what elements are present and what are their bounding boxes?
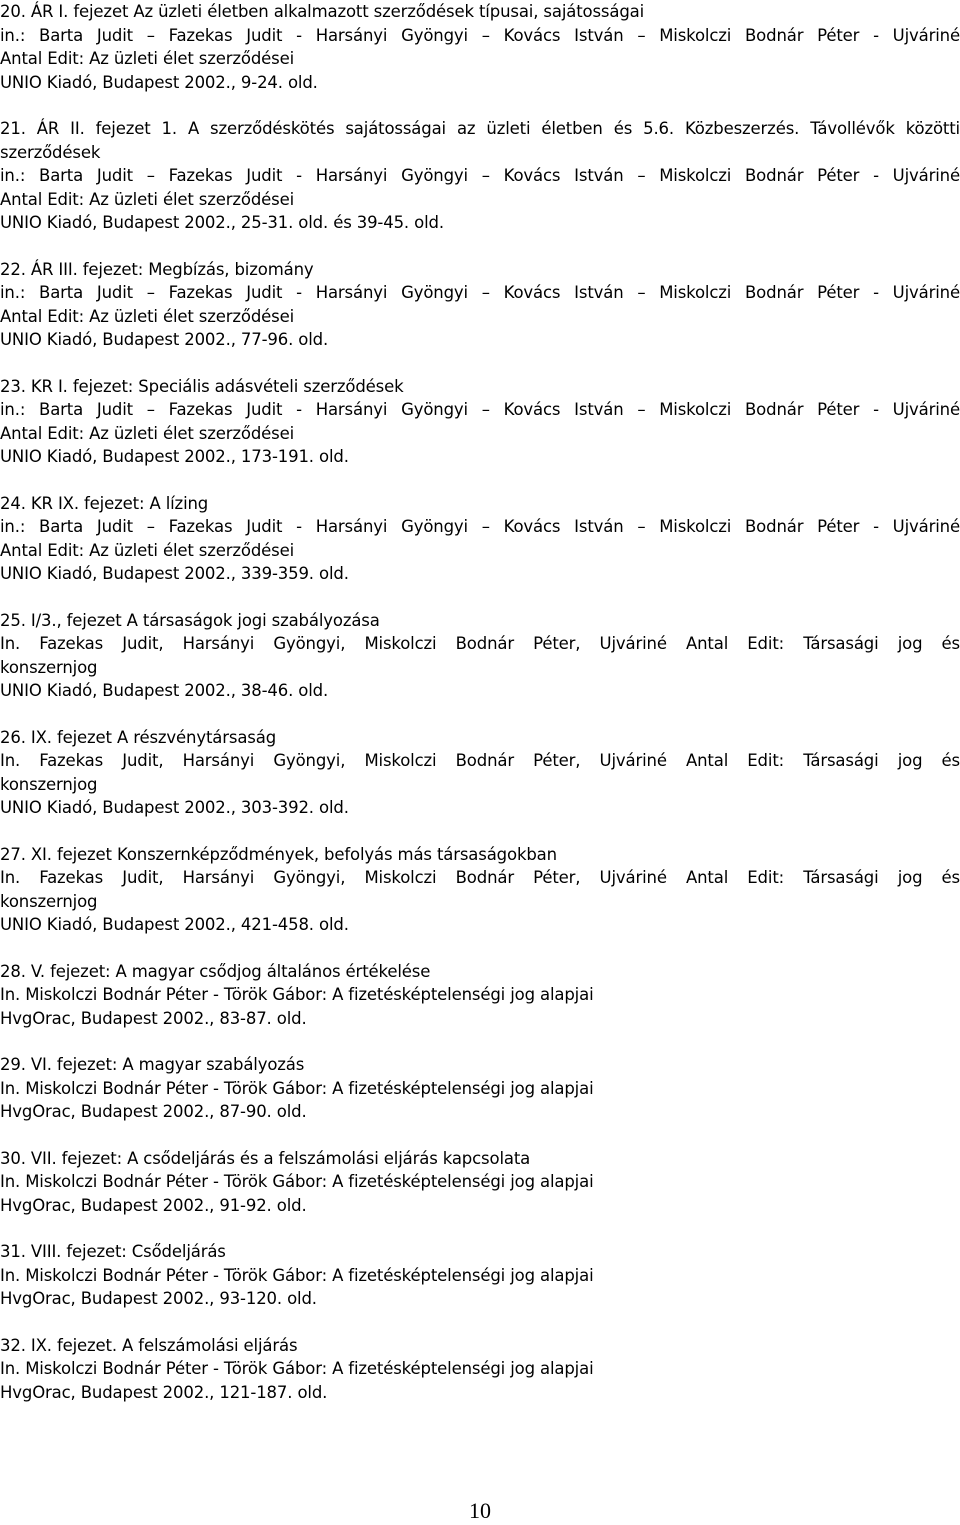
entry-publisher: UNIO Kiadó, Budapest 2002., 9-24. old. [0,72,318,92]
entry-authors: in.: Barta Judit – Fazekas Judit - Harsányi Gyöngyi – Kovács István – Miskolczi Bodnár Péter - Ujváriné [0,400,960,419]
entry-authors-cont: konszernjog [0,774,98,794]
entry-authors: In. Miskolczi Bodnár Péter - Török Gábor: A fizetésképtelenségi jog alapjai [0,1172,594,1191]
entry-authors-cont: Antal Edit: Az üzleti élet szerződései [0,306,295,326]
entry-publisher: UNIO Kiadó, Budapest 2002., 303-392. old. [0,798,349,817]
entry-publisher: UNIO Kiadó, Budapest 2002., 339-359. old. [0,564,349,583]
entry-20 [0,0,960,94]
entry-title: 23. KR I. fejezet: Speciális adásvételi szerződések [0,376,404,396]
entry-title: 29. VI. fejezet: A magyar szabályozás [0,1055,305,1074]
entry-title: 24. KR IX. fejezet: A lízing [0,493,209,513]
entry-publisher: UNIO Kiadó, Budapest 2002., 77-96. old. [0,330,329,349]
entry-authors: In. Fazekas Judit, Harsányi Gyöngyi, Miskolczi Bodnár Péter, Ujváriné Antal Edit: Társasági jog és [0,634,960,653]
entry-publisher: UNIO Kiadó, Budapest 2002., 25-31. old. és 39-45. old. [0,213,444,232]
entry-24 [0,492,960,586]
entry-publisher: HvgOrac, Budapest 2002., 83-87. old. [0,1008,307,1028]
entry-authors-cont: Antal Edit: Az üzleti élet szerződései [0,540,295,560]
entry-authors: In. Fazekas Judit, Harsányi Gyöngyi, Miskolczi Bodnár Péter, Ujváriné Antal Edit: Társasági jog és [0,751,960,770]
entry-title: 32. IX. fejezet. A felszámolási eljárás [0,1335,298,1355]
entry-authors: in.: Barta Judit – Fazekas Judit - Harsányi Gyöngyi – Kovács István – Miskolczi Bodnár Péter - Ujváriné [0,283,960,302]
page-number: 10 [469,1498,491,1523]
entry-publisher: UNIO Kiadó, Budapest 2002., 38-46. old. [0,681,329,700]
entry-title: 22. ÁR III. fejezet: Megbízás, bizomány [0,259,314,279]
entry-publisher: HvgOrac, Budapest 2002., 93-120. old. [0,1289,317,1308]
entry-authors: In. Miskolczi Bodnár Péter - Török Gábor: A fizetésképtelenségi jog alapjai [0,1078,594,1098]
entry-publisher: UNIO Kiadó, Budapest 2002., 173-191. old. [0,447,349,466]
entry-30 [0,1147,960,1218]
entry-32 [0,1334,960,1405]
entry-22 [0,258,960,352]
entry-authors-cont: Antal Edit: Az üzleti élet szerződései [0,189,295,209]
entry-authors: In. Miskolczi Bodnár Péter - Török Gábor: A fizetésképtelenségi jog alapjai [0,1265,594,1285]
entry-title: 31. VIII. fejezet: Csődeljárás [0,1242,226,1261]
entry-title: 20. ÁR I. fejezet Az üzleti életben alkalmazott szerződések típusai, sajátosságai [0,2,645,21]
entry-title: 25. I/3., fejezet A társaságok jogi szabályozása [0,610,380,630]
entry-25 [0,609,960,703]
entry-27 [0,843,960,937]
entry-title: 28. V. fejezet: A magyar csődjog általános értékelése [0,961,431,981]
entry-23 [0,375,960,469]
entry-authors: in.: Barta Judit – Fazekas Judit - Harsányi Gyöngyi – Kovács István – Miskolczi Bodnár Péter - Ujváriné [0,517,960,536]
entry-21 [0,117,960,235]
entry-authors: in.: Barta Judit – Fazekas Judit - Harsányi Gyöngyi – Kovács István – Miskolczi Bodnár Péter - Ujváriné [0,166,960,185]
entry-authors: In. Miskolczi Bodnár Péter - Török Gábor: A fizetésképtelenségi jog alapjai [0,1359,594,1378]
entry-authors-cont: Antal Edit: Az üzleti élet szerződései [0,423,295,443]
entry-publisher: HvgOrac, Budapest 2002., 91-92. old. [0,1195,307,1215]
entry-title: 21. ÁR II. fejezet 1. A szerződéskötés sajátosságai az üzleti életben és 5.6. Közbeszerzés. Távollévők közötti [0,119,960,138]
entry-title: 26. IX. fejezet A részvénytársaság [0,727,277,747]
entry-title-cont: szerződések [0,142,101,162]
entry-28 [0,960,960,1031]
entry-29 [0,1053,960,1124]
entry-authors-cont: Antal Edit: Az üzleti élet szerződései [0,49,295,68]
entry-authors-cont: konszernjog [0,891,98,911]
entry-publisher: HvgOrac, Budapest 2002., 87-90. old. [0,1102,307,1121]
entry-31 [0,1240,960,1311]
entry-26 [0,726,960,820]
entry-authors: In. Miskolczi Bodnár Péter - Török Gábor: A fizetésképtelenségi jog alapjai [0,985,594,1004]
entry-authors-cont: konszernjog [0,657,98,677]
entry-title: 30. VII. fejezet: A csődeljárás és a felszámolási eljárás kapcsolata [0,1148,531,1168]
entry-title: 27. XI. fejezet Konszernképződmények, befolyás más társaságokban [0,844,557,864]
entry-publisher: HvgOrac, Budapest 2002., 121-187. old. [0,1382,328,1402]
entry-authors: In. Fazekas Judit, Harsányi Gyöngyi, Miskolczi Bodnár Péter, Ujváriné Antal Edit: Társasági jog és [0,868,960,887]
entry-publisher: UNIO Kiadó, Budapest 2002., 421-458. old. [0,915,349,934]
entry-authors: in.: Barta Judit – Fazekas Judit - Harsányi Gyöngyi – Kovács István – Miskolczi Bodnár Péter - Ujváriné [0,25,960,45]
